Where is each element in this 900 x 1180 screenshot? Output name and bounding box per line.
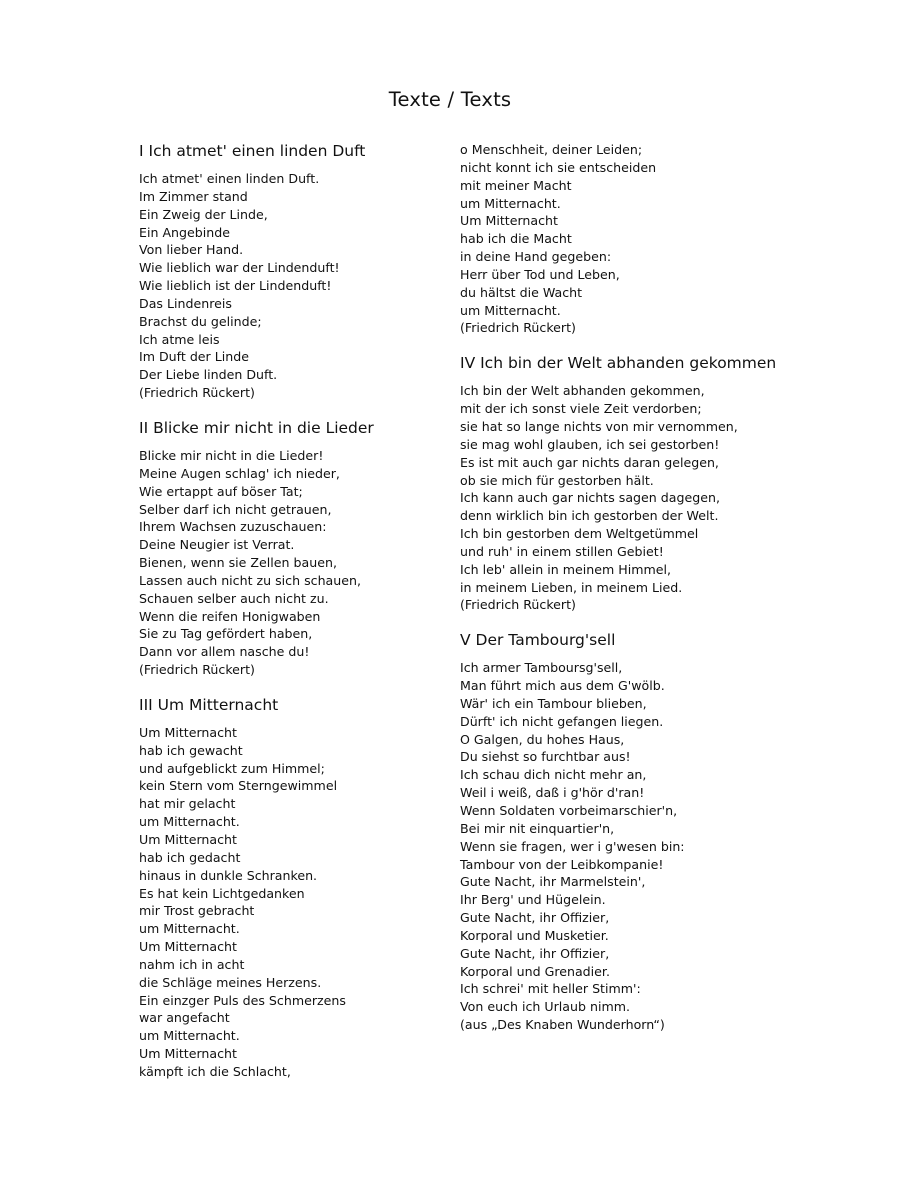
poem-line: Schauen selber auch nicht zu. bbox=[139, 590, 329, 606]
poem-line: Um Mitternacht bbox=[139, 724, 237, 740]
poem-line: Es hat kein Lichtgedanken bbox=[139, 885, 305, 901]
poem-4-heading: IV Ich bin der Welt abhanden gekommen bbox=[460, 354, 777, 373]
poem-3 bbox=[139, 695, 429, 1081]
poem-line: war angefacht bbox=[139, 1010, 230, 1026]
poem-line: in meinem Lieben, in meinem Lied. bbox=[460, 579, 683, 595]
poem-2-lines bbox=[139, 447, 429, 679]
poem-line: die Schläge meines Herzens. bbox=[139, 974, 322, 990]
poem-3-lines bbox=[139, 724, 429, 1081]
poem-line: Man führt mich aus dem G'wölb. bbox=[460, 678, 665, 694]
poem-line: mir Trost gebracht bbox=[139, 903, 255, 919]
poem-line: Wie ertappt auf böser Tat; bbox=[139, 483, 303, 499]
poem-line: (Friedrich Rückert) bbox=[460, 320, 576, 336]
poem-5 bbox=[460, 630, 800, 1034]
poem-line: Ein Zweig der Linde, bbox=[139, 206, 268, 222]
poem-line: Ich kann auch gar nichts sagen dagegen, bbox=[460, 490, 720, 506]
poem-line: Ihrem Wachsen zuzuschauen: bbox=[139, 519, 327, 535]
poem-line: Korporal und Musketier. bbox=[460, 927, 609, 943]
poem-line: (aus „Des Knaben Wunderhorn“) bbox=[460, 1017, 665, 1033]
poem-line: Herr über Tod und Leben, bbox=[460, 266, 620, 282]
poem-line: Meine Augen schlag' ich nieder, bbox=[139, 465, 340, 481]
poem-3-continued bbox=[460, 141, 800, 337]
poem-line: Ein Angebinde bbox=[139, 224, 230, 240]
poem-line: um Mitternacht. bbox=[139, 814, 240, 830]
poem-line: Selber darf ich nicht getrauen, bbox=[139, 501, 332, 517]
poem-line: Um Mitternacht bbox=[139, 1046, 237, 1062]
poem-line: sie mag wohl glauben, ich sei gestorben! bbox=[460, 436, 720, 452]
poem-line: Um Mitternacht bbox=[460, 213, 558, 229]
poem-line: und ruh' in einem stillen Gebiet! bbox=[460, 543, 664, 559]
poem-line: in deine Hand gegeben: bbox=[460, 249, 612, 265]
poem-line: Sie zu Tag gefördert haben, bbox=[139, 626, 313, 642]
poem-line: nicht konnt ich sie entscheiden bbox=[460, 159, 657, 175]
poem-line: Bienen, wenn sie Zellen bauen, bbox=[139, 555, 337, 571]
poem-line: Es ist mit auch gar nichts daran gelegen, bbox=[460, 454, 719, 470]
poem-line: Bei mir nit einquartier'n, bbox=[460, 820, 615, 836]
poem-line: Ich bin der Welt abhanden gekommen, bbox=[460, 383, 705, 399]
poem-line: (Friedrich Rückert) bbox=[139, 662, 255, 678]
poem-line: mit der ich sonst viele Zeit verdorben; bbox=[460, 401, 702, 417]
poem-line: und aufgeblickt zum Himmel; bbox=[139, 760, 325, 776]
poem-line: Von lieber Hand. bbox=[139, 242, 244, 258]
poem-1 bbox=[139, 141, 429, 402]
poem-line: hab ich gewacht bbox=[139, 742, 243, 758]
poem-line: Gute Nacht, ihr Offizier, bbox=[460, 945, 610, 961]
poem-3-heading: III Um Mitternacht bbox=[139, 695, 279, 714]
poem-line: hab ich die Macht bbox=[460, 231, 572, 247]
poem-line: Tambour von der Leibkompanie! bbox=[460, 856, 664, 872]
poem-line: ob sie mich für gestorben hält. bbox=[460, 472, 654, 488]
poem-line: Brachst du gelinde; bbox=[139, 313, 262, 329]
poem-4 bbox=[460, 353, 800, 614]
poem-line: Lassen auch nicht zu sich schauen, bbox=[139, 572, 361, 588]
poem-line: Ich schrei' mit heller Stimm': bbox=[460, 981, 641, 997]
poem-line: Deine Neugier ist Verrat. bbox=[139, 537, 295, 553]
poem-line: nahm ich in acht bbox=[139, 956, 245, 972]
poem-line: Dürft' ich nicht gefangen liegen. bbox=[460, 713, 664, 729]
left-column bbox=[139, 141, 429, 1081]
poem-line: Blicke mir nicht in die Lieder! bbox=[139, 447, 324, 463]
poem-line: kämpft ich die Schlacht, bbox=[139, 1063, 291, 1079]
poem-4-lines bbox=[460, 382, 800, 614]
poem-line: Im Zimmer stand bbox=[139, 188, 248, 204]
poem-line: Um Mitternacht bbox=[139, 832, 237, 847]
poem-line: hinaus in dunkle Schranken. bbox=[139, 867, 318, 883]
poem-line: Ein einzger Puls des Schmerzens bbox=[139, 992, 346, 1008]
poem-line: Im Duft der Linde bbox=[139, 349, 249, 365]
poem-line: Wie lieblich ist der Lindenduft! bbox=[139, 278, 332, 294]
poem-line: um Mitternacht. bbox=[139, 1028, 240, 1044]
poem-line: sie hat so lange nichts von mir vernommen, bbox=[460, 418, 738, 434]
poem-line: Weil i weiß, daß i g'hör d'ran! bbox=[460, 785, 645, 801]
poem-line: um Mitternacht. bbox=[460, 302, 561, 318]
poem-5-lines bbox=[460, 659, 800, 1034]
poem-1-heading: I Ich atmet' einen linden Duft bbox=[139, 142, 366, 160]
poem-line: du hältst die Wacht bbox=[460, 284, 583, 300]
poem-line: hab ich gedacht bbox=[139, 849, 241, 865]
poem-line: o Menschheit, deiner Leiden; bbox=[460, 142, 643, 157]
poem-line: Ich bin gestorben dem Weltgetümmel bbox=[460, 526, 699, 542]
poem-line: Der Liebe linden Duft. bbox=[139, 367, 278, 383]
poem-1-lines bbox=[139, 170, 429, 402]
poem-line: Wenn Soldaten vorbeimarschier'n, bbox=[460, 803, 678, 818]
poem-line: hat mir gelacht bbox=[139, 796, 236, 812]
poem-line: O Galgen, du hohes Haus, bbox=[460, 731, 625, 747]
right-column bbox=[460, 141, 800, 1034]
poem-line: Ich schau dich nicht mehr an, bbox=[460, 767, 647, 783]
poem-line: Ihr Berg' und Hügelein. bbox=[460, 892, 606, 908]
poem-line: (Friedrich Rückert) bbox=[139, 385, 255, 401]
poem-line: Dann vor allem nasche du! bbox=[139, 644, 310, 660]
poem-line: kein Stern vom Sterngewimmel bbox=[139, 778, 338, 794]
poem-line: um Mitternacht. bbox=[139, 921, 240, 937]
poem-line: Ich atmet' einen linden Duft. bbox=[139, 171, 320, 186]
poem-line: Wenn sie fragen, wer i g'wesen bin: bbox=[460, 838, 685, 854]
poem-line: Wär' ich ein Tambour blieben, bbox=[460, 695, 647, 711]
poem-line: Gute Nacht, ihr Offizier, bbox=[460, 910, 610, 926]
poem-line: (Friedrich Rückert) bbox=[460, 597, 576, 613]
poem-5-heading: V Der Tambourg'sell bbox=[460, 631, 616, 650]
poem-line: Das Lindenreis bbox=[139, 295, 232, 311]
poem-line: Du siehst so furchtbar aus! bbox=[460, 749, 631, 765]
poem-line: mit meiner Macht bbox=[460, 177, 572, 193]
poem-line: Wenn die reifen Honigwaben bbox=[139, 608, 321, 624]
poem-line: Von euch ich Urlaub nimm. bbox=[460, 999, 630, 1015]
poem-line: um Mitternacht. bbox=[460, 195, 561, 211]
poem-3-continued-lines bbox=[460, 141, 800, 337]
poem-line: Gute Nacht, ihr Marmelstein', bbox=[460, 874, 646, 890]
poem-2 bbox=[139, 418, 429, 679]
poem-line: Um Mitternacht bbox=[139, 939, 237, 955]
poem-line: denn wirklich bin ich gestorben der Welt. bbox=[460, 508, 719, 524]
poem-2-heading: II Blicke mir nicht in die Lieder bbox=[139, 418, 374, 437]
poem-line: Ich armer Tamboursg'sell, bbox=[460, 660, 623, 676]
page-title: Texte / Texts bbox=[388, 88, 512, 111]
poem-line: Ich leb' allein in meinem Himmel, bbox=[460, 561, 672, 577]
poem-line: Korporal und Grenadier. bbox=[460, 963, 610, 979]
poem-line: Ich atme leis bbox=[139, 331, 220, 347]
poem-line: Wie lieblich war der Lindenduft! bbox=[139, 260, 340, 276]
